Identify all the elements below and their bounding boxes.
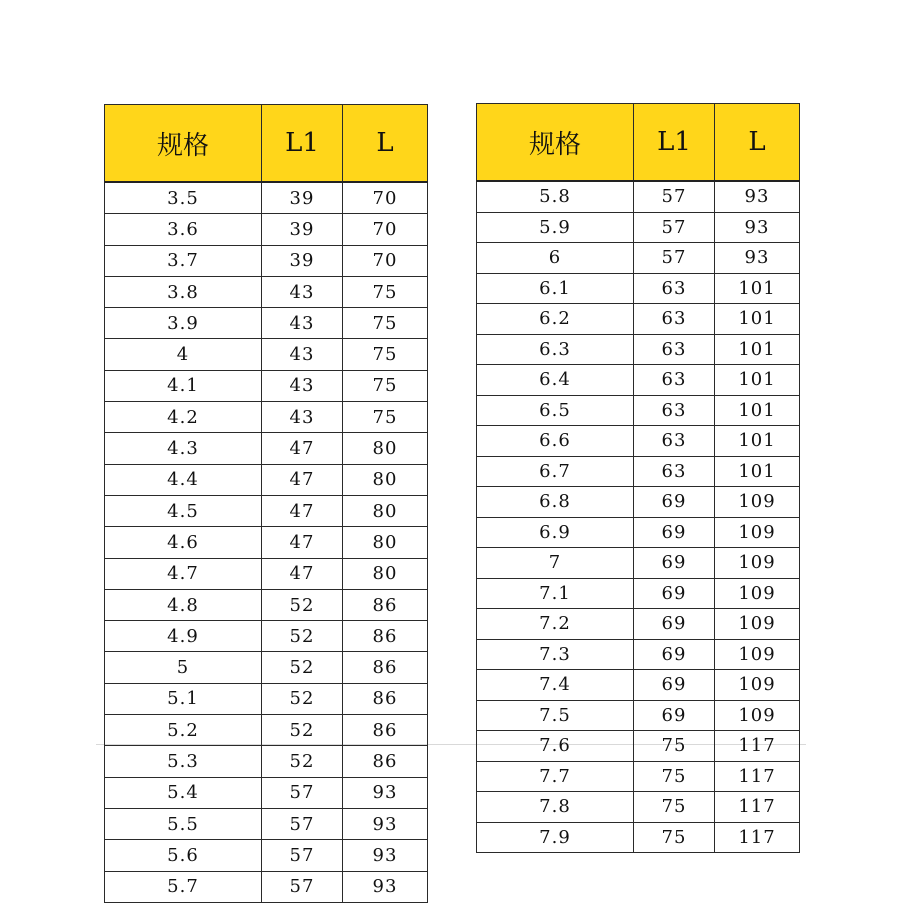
l1-cell: 43 [262,402,343,433]
table-row [105,558,428,589]
header-l1: L1 [262,105,343,183]
l1-cell: 43 [262,308,343,339]
table-row [105,339,428,370]
spec-cell: 4.1 [105,370,262,401]
header-l1: L1 [634,104,715,182]
l-cell: 109 [715,670,800,701]
table-row [477,273,800,304]
l1-cell: 63 [634,456,715,487]
table-row [105,715,428,746]
l-cell: 109 [715,639,800,670]
l-cell: 101 [715,395,800,426]
spec-cell: 5.2 [105,715,262,746]
spec-cell: 7 [477,548,634,579]
l-cell: 101 [715,426,800,457]
l1-cell: 69 [634,670,715,701]
l1-cell: 69 [634,609,715,640]
l1-cell: 57 [262,808,343,839]
l1-cell: 47 [262,464,343,495]
l1-cell: 69 [634,700,715,731]
table-row [105,245,428,276]
l1-cell: 47 [262,527,343,558]
l1-cell: 57 [634,212,715,243]
l-cell: 117 [715,731,800,762]
l-cell: 70 [343,245,428,276]
table-row [477,243,800,274]
l-cell: 70 [343,214,428,245]
table-row [477,578,800,609]
spec-cell: 4.7 [105,558,262,589]
l1-cell: 43 [262,339,343,370]
l1-cell: 52 [262,683,343,714]
l1-cell: 75 [634,761,715,792]
spec-cell: 5.4 [105,777,262,808]
spec-cell: 6.5 [477,395,634,426]
spec-cell: 7.5 [477,700,634,731]
l1-cell: 52 [262,621,343,652]
table-row [105,308,428,339]
header-spec: 规格 [105,105,262,183]
table-row [477,212,800,243]
header-row [105,105,428,183]
l-cell: 86 [343,621,428,652]
l1-cell: 63 [634,334,715,365]
l-cell: 86 [343,715,428,746]
l-cell: 75 [343,308,428,339]
l-cell: 101 [715,365,800,396]
table-row [105,621,428,652]
spec-cell: 7.3 [477,639,634,670]
table-row [477,548,800,579]
header-spec: 规格 [477,104,634,182]
spec-cell: 3.8 [105,276,262,307]
l-cell: 93 [343,777,428,808]
l-cell: 93 [715,243,800,274]
spec-cell: 4.8 [105,589,262,620]
l1-cell: 57 [634,243,715,274]
l-cell: 86 [343,746,428,777]
l1-cell: 57 [262,871,343,902]
table-row [477,487,800,518]
header-l: L [343,105,428,183]
header-l: L [715,104,800,182]
table-row [105,746,428,777]
table-row [105,840,428,871]
l1-cell: 63 [634,365,715,396]
l-cell: 75 [343,276,428,307]
l-cell: 75 [343,402,428,433]
l1-cell: 43 [262,276,343,307]
l1-cell: 52 [262,589,343,620]
l1-cell: 57 [262,777,343,808]
table-row [477,517,800,548]
l-cell: 80 [343,433,428,464]
spec-cell: 7.1 [477,578,634,609]
spec-cell: 4.4 [105,464,262,495]
table-row [105,370,428,401]
l1-cell: 63 [634,273,715,304]
l1-cell: 63 [634,426,715,457]
table-row [105,527,428,558]
spec-cell: 5.9 [477,212,634,243]
spec-cell: 7.6 [477,731,634,762]
spec-cell: 5.7 [105,871,262,902]
spec-cell: 5.8 [477,181,634,212]
spec-cell: 6.6 [477,426,634,457]
table-row [105,276,428,307]
l1-cell: 63 [634,304,715,335]
table-row [477,822,800,853]
l-cell: 75 [343,339,428,370]
l1-cell: 39 [262,182,343,214]
table-row [105,683,428,714]
l-cell: 80 [343,558,428,589]
table-row [477,700,800,731]
l-cell: 86 [343,683,428,714]
spec-cell: 6.1 [477,273,634,304]
l-cell: 109 [715,548,800,579]
spec-cell: 5 [105,652,262,683]
l1-cell: 39 [262,245,343,276]
l-cell: 109 [715,700,800,731]
spec-cell: 6 [477,243,634,274]
l1-cell: 52 [262,715,343,746]
l1-cell: 52 [262,652,343,683]
spec-cell: 4 [105,339,262,370]
spec-cell: 4.6 [105,527,262,558]
l-cell: 70 [343,182,428,214]
table-row [477,456,800,487]
l1-cell: 69 [634,548,715,579]
spec-cell: 5.3 [105,746,262,777]
l1-cell: 69 [634,578,715,609]
table-row [105,652,428,683]
l1-cell: 47 [262,495,343,526]
l1-cell: 75 [634,822,715,853]
l-cell: 80 [343,527,428,558]
table-row [105,182,428,214]
spec-cell: 7.4 [477,670,634,701]
table-row [105,777,428,808]
l1-cell: 75 [634,792,715,823]
spec-cell: 3.9 [105,308,262,339]
spec-cell: 6.9 [477,517,634,548]
spec-cell: 6.8 [477,487,634,518]
l-cell: 109 [715,487,800,518]
spec-cell: 5.5 [105,808,262,839]
spec-cell: 4.2 [105,402,262,433]
table-row [105,495,428,526]
table-row [477,181,800,212]
l-cell: 109 [715,609,800,640]
table-row [105,464,428,495]
l1-cell: 63 [634,395,715,426]
spec-cell: 7.7 [477,761,634,792]
l1-cell: 57 [262,840,343,871]
table-row [105,808,428,839]
table-row [105,402,428,433]
spec-cell: 4.5 [105,495,262,526]
l-cell: 93 [343,840,428,871]
header-row [477,104,800,182]
l1-cell: 52 [262,746,343,777]
l1-cell: 43 [262,370,343,401]
l-cell: 109 [715,578,800,609]
table-row [477,639,800,670]
spec-table-left [104,104,428,903]
l-cell: 117 [715,792,800,823]
l-cell: 117 [715,761,800,792]
l-cell: 101 [715,334,800,365]
l1-cell: 39 [262,214,343,245]
table-row [105,433,428,464]
spec-cell: 5.6 [105,840,262,871]
l1-cell: 75 [634,731,715,762]
spec-cell: 6.2 [477,304,634,335]
l-cell: 93 [715,181,800,212]
l-cell: 75 [343,370,428,401]
table-row [477,792,800,823]
l1-cell: 69 [634,639,715,670]
spec-cell: 4.3 [105,433,262,464]
table-row [105,589,428,620]
l-cell: 101 [715,304,800,335]
l-cell: 93 [343,871,428,902]
spec-cell: 7.8 [477,792,634,823]
l-cell: 117 [715,822,800,853]
l-cell: 93 [343,808,428,839]
table-row [477,304,800,335]
spec-cell: 5.1 [105,683,262,714]
spec-cell: 6.7 [477,456,634,487]
spec-cell: 6.3 [477,334,634,365]
l-cell: 93 [715,212,800,243]
l-cell: 109 [715,517,800,548]
spec-cell: 7.9 [477,822,634,853]
l-cell: 101 [715,456,800,487]
spec-cell: 7.2 [477,609,634,640]
l-cell: 80 [343,495,428,526]
l-cell: 101 [715,273,800,304]
table-row [477,426,800,457]
table-row [477,365,800,396]
spec-cell: 3.7 [105,245,262,276]
table-row [477,609,800,640]
l1-cell: 69 [634,487,715,518]
table-row [105,214,428,245]
spec-cell: 6.4 [477,365,634,396]
l-cell: 86 [343,652,428,683]
spec-cell: 3.6 [105,214,262,245]
l1-cell: 47 [262,433,343,464]
l1-cell: 47 [262,558,343,589]
table-row [477,731,800,762]
l-cell: 86 [343,589,428,620]
table-row [477,670,800,701]
l1-cell: 69 [634,517,715,548]
l-cell: 80 [343,464,428,495]
table-row [477,395,800,426]
spec-cell: 3.5 [105,182,262,214]
table-row [477,334,800,365]
table-row [105,871,428,902]
l1-cell: 57 [634,181,715,212]
spec-cell: 4.9 [105,621,262,652]
spec-table-right [476,103,800,853]
table-row [477,761,800,792]
